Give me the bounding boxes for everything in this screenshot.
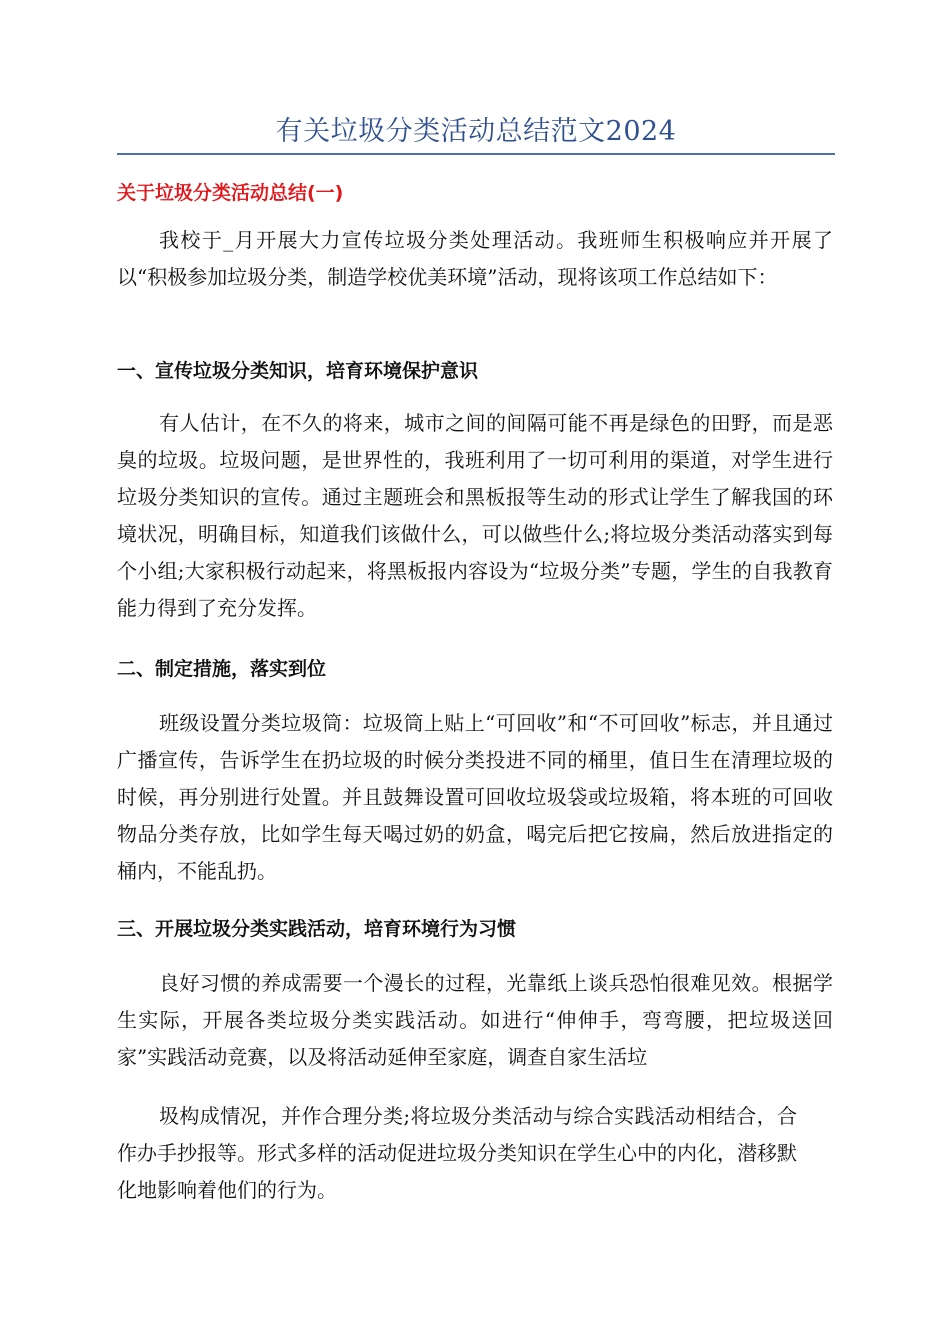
- section-3-paragraph: 良好习惯的养成需要一个漫长的过程，光靠纸上谈兵恐怕很难见效。根据学生实际，开展各类垃圾分类实践活动。如进行“伸伸手，弯弯腰，把垃圾送回家”实践活动竞赛，以及将活动延伸至家庭，调查自家生活垃: [117, 971, 833, 1069]
- section-2-paragraph: 班级设置分类垃圾筒：垃圾筒上贴上“可回收”和“不可回收”标志，并且通过广播宣传，告诉学生在扔垃圾的时候分类投进不同的桶里，值日生在清理垃圾的时候，再分别进行处置。并且鼓舞设置可回收垃圾袋或垃圾箱，将本班的可回收物品分类存放，比如学生每天喝过奶的奶盒，喝完后把它按扁，然后放进指定的桶内，不能乱扔。: [117, 711, 833, 883]
- document-title: 有关垃圾分类活动总结范文2024: [275, 116, 677, 147]
- section-2-heading: 二、制定措施，落实到位: [117, 658, 327, 680]
- intro-paragraph: 我校于_月开展大力宣传垃圾分类处理活动。我班师生积极响应并开展了以“积极参加垃圾分类，制造学校优美环境”活动，现将该项工作总结如下：: [117, 228, 833, 289]
- section-3-heading: 三、开展垃圾分类实践活动，培育环境行为习惯: [117, 918, 517, 940]
- section-1-heading: 一、宣传垃圾分类知识，培育环境保护意识: [117, 360, 479, 382]
- document-subtitle: 关于垃圾分类活动总结(一): [117, 182, 344, 204]
- section-3-paragraph-continued: 圾构成情况，并作合理分类;将垃圾分类活动与综合实践活动相结合，合作办手抄报等。形式多样的活动促进垃圾分类知识在学生心中的内化，潜移默化地影响着他们的行为。: [117, 1104, 797, 1202]
- section-1-paragraph: 有人估计，在不久的将来，城市之间的间隔可能不再是绿色的田野，而是恶臭的垃圾。垃圾问题，是世界性的，我班利用了一切可利用的渠道，对学生进行垃圾分类知识的宣传。通过主题班会和黑板报等生动的形式让学生了解我国的环境状况，明确目标，知道我们该做什么，可以做些什么;将垃圾分类活动落实到每个小组;大家积极行动起来，将黑板报内容设为“垃圾分类”专题，学生的自我教育能力得到了充分发挥。: [117, 411, 833, 620]
- title-underline: [117, 153, 835, 155]
